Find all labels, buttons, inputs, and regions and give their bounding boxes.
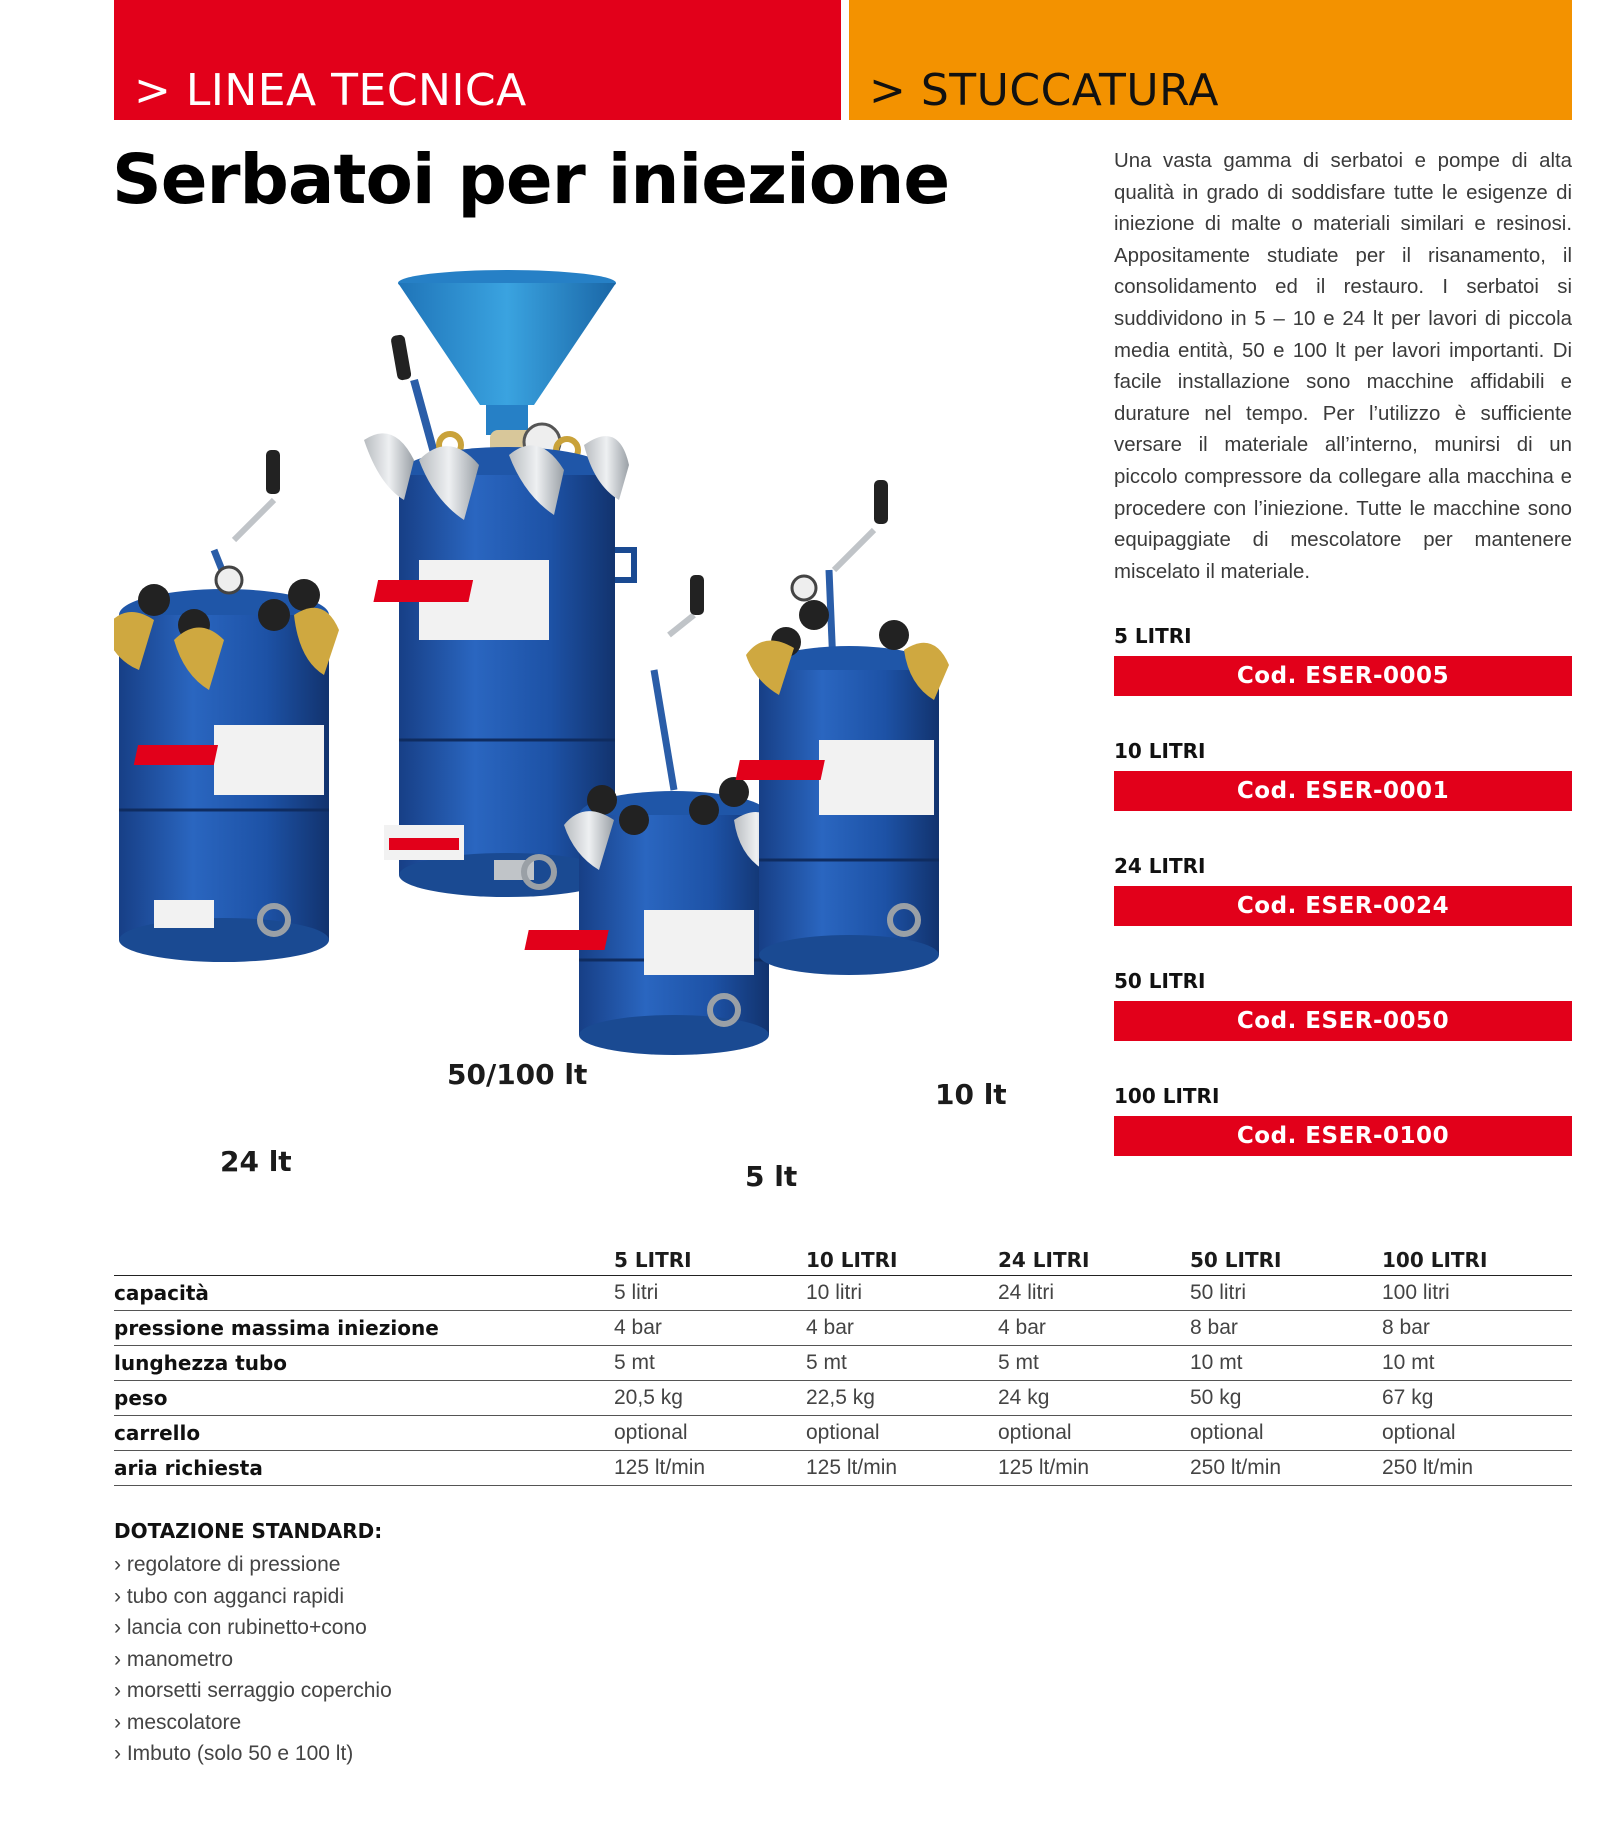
- list-item: › tubo con agganci rapidi: [114, 1581, 392, 1613]
- code-block-24: [1114, 854, 1572, 926]
- table-row: [114, 1416, 1572, 1451]
- table-cell: 10 mt: [1190, 1346, 1382, 1381]
- code-block-50: [1114, 969, 1572, 1041]
- table-cell: 8 bar: [1190, 1311, 1382, 1346]
- header-linea-tecnica: [114, 0, 841, 120]
- table-header-empty: [114, 1238, 614, 1276]
- table-row: [114, 1381, 1572, 1416]
- table-cell: optional: [1190, 1416, 1382, 1451]
- label-10-lt: 10 lt: [935, 1078, 1007, 1111]
- table-cell: optional: [614, 1416, 806, 1451]
- table-cell: 8 bar: [1382, 1311, 1572, 1346]
- table-cell: 4 bar: [614, 1311, 806, 1346]
- code-bar: Cod. ESER-0001: [1114, 771, 1572, 811]
- label-24-lt: 24 lt: [220, 1145, 292, 1178]
- intro-paragraph: Una vasta gamma di serbatoi e pompe di alta qualità in grado di soddisfare tutte le esigenze di iniezione di malte o materiali similari e resinosi. Appositamente studiate per il risanamento, il consolidamento ed il restauro. I serbatoi si suddividono in 5 – 10 e 24 lt per lavori di piccola media entità, 50 e 100 lt per lavori importanti. Di facile installazione sono macchine affidabili e durature nel tempo. Per l’utilizzo è sufficiente versare il materiale all’interno, munirsi di un piccolo compressore da collegare alla macchina e procedere con l’iniezione. Tutte le macchine sono equipaggiate di mescolatore per mantenere miscelato il materiale.: [1114, 150, 1572, 583]
- table-cell: 10 litri: [806, 1276, 998, 1311]
- table-cell: 250 lt/min: [1190, 1451, 1382, 1486]
- standard-equipment-title: DOTAZIONE STANDARD:: [114, 1519, 383, 1543]
- header-left-label: > LINEA TECNICA: [134, 65, 527, 116]
- table-cell: 50 litri: [1190, 1276, 1382, 1311]
- table-cell: 20,5 kg: [614, 1381, 806, 1416]
- table-cell: 24 kg: [998, 1381, 1190, 1416]
- table-cell: 5 mt: [614, 1346, 806, 1381]
- list-item: › manometro: [114, 1644, 392, 1676]
- table-cell: 10 mt: [1382, 1346, 1572, 1381]
- code-bar: Cod. ESER-0050: [1114, 1001, 1572, 1041]
- row-label: pressione massima iniezione: [114, 1311, 614, 1346]
- row-label: carrello: [114, 1416, 614, 1451]
- table-row: [114, 1451, 1572, 1486]
- column-header: 100 LITRI: [1382, 1238, 1572, 1276]
- row-label: peso: [114, 1381, 614, 1416]
- column-header: 5 LITRI: [614, 1238, 806, 1276]
- code-block-100: [1114, 1084, 1572, 1156]
- table-row: [114, 1346, 1572, 1381]
- table-cell: 5 mt: [998, 1346, 1190, 1381]
- code-bar: Cod. ESER-0024: [1114, 886, 1572, 926]
- code-bar: Cod. ESER-0005: [1114, 656, 1572, 696]
- table-cell: 50 kg: [1190, 1381, 1382, 1416]
- table-cell: 4 bar: [998, 1311, 1190, 1346]
- table-cell: optional: [998, 1416, 1190, 1451]
- row-label: aria richiesta: [114, 1451, 614, 1486]
- row-label: lunghezza tubo: [114, 1346, 614, 1381]
- standard-equipment-list: [114, 1549, 392, 1770]
- table-cell: 4 bar: [806, 1311, 998, 1346]
- list-item: › morsetti serraggio coperchio: [114, 1675, 392, 1707]
- table-cell: 5 mt: [806, 1346, 998, 1381]
- product-photo: [114, 270, 1074, 1200]
- code-label: 24 LITRI: [1114, 854, 1206, 878]
- specs-table: [114, 1238, 1572, 1486]
- tank-10-illustration: [736, 480, 949, 975]
- list-item: › regolatore di pressione: [114, 1549, 392, 1581]
- list-item: › lancia con rubinetto+cono: [114, 1612, 392, 1644]
- table-cell: optional: [806, 1416, 998, 1451]
- row-label: capacità: [114, 1276, 614, 1311]
- column-header: 10 LITRI: [806, 1238, 998, 1276]
- table-cell: 125 lt/min: [614, 1451, 806, 1486]
- code-label: 100 LITRI: [1114, 1084, 1220, 1108]
- code-block-5: [1114, 624, 1572, 696]
- code-label: 50 LITRI: [1114, 969, 1206, 993]
- table-cell: 67 kg: [1382, 1381, 1572, 1416]
- table-cell: 24 litri: [998, 1276, 1190, 1311]
- column-header: 50 LITRI: [1190, 1238, 1382, 1276]
- code-bar: Cod. ESER-0100: [1114, 1116, 1572, 1156]
- tank-24-illustration: [114, 450, 339, 962]
- table-cell: optional: [1382, 1416, 1572, 1451]
- header-right-label: > STUCCATURA: [869, 65, 1219, 116]
- header-stuccatura: [849, 0, 1572, 120]
- page-title: Serbatoi per iniezione: [112, 140, 950, 220]
- table-header-row: [114, 1238, 1572, 1276]
- table-row: [114, 1276, 1572, 1311]
- label-50-100-lt: 50/100 lt: [447, 1058, 588, 1091]
- table-row: [114, 1311, 1572, 1346]
- table-cell: 125 lt/min: [806, 1451, 998, 1486]
- table-cell: 100 litri: [1382, 1276, 1572, 1311]
- code-label: 10 LITRI: [1114, 739, 1206, 763]
- table-cell: 5 litri: [614, 1276, 806, 1311]
- table-cell: 22,5 kg: [806, 1381, 998, 1416]
- label-5-lt: 5 lt: [745, 1160, 798, 1193]
- list-item: › Imbuto (solo 50 e 100 lt): [114, 1738, 392, 1770]
- table-cell: 125 lt/min: [998, 1451, 1190, 1486]
- list-item: › mescolatore: [114, 1707, 392, 1739]
- code-label: 5 LITRI: [1114, 624, 1192, 648]
- standard-equipment: [114, 1519, 392, 1770]
- column-header: 24 LITRI: [998, 1238, 1190, 1276]
- code-block-10: [1114, 739, 1572, 811]
- table-cell: 250 lt/min: [1382, 1451, 1572, 1486]
